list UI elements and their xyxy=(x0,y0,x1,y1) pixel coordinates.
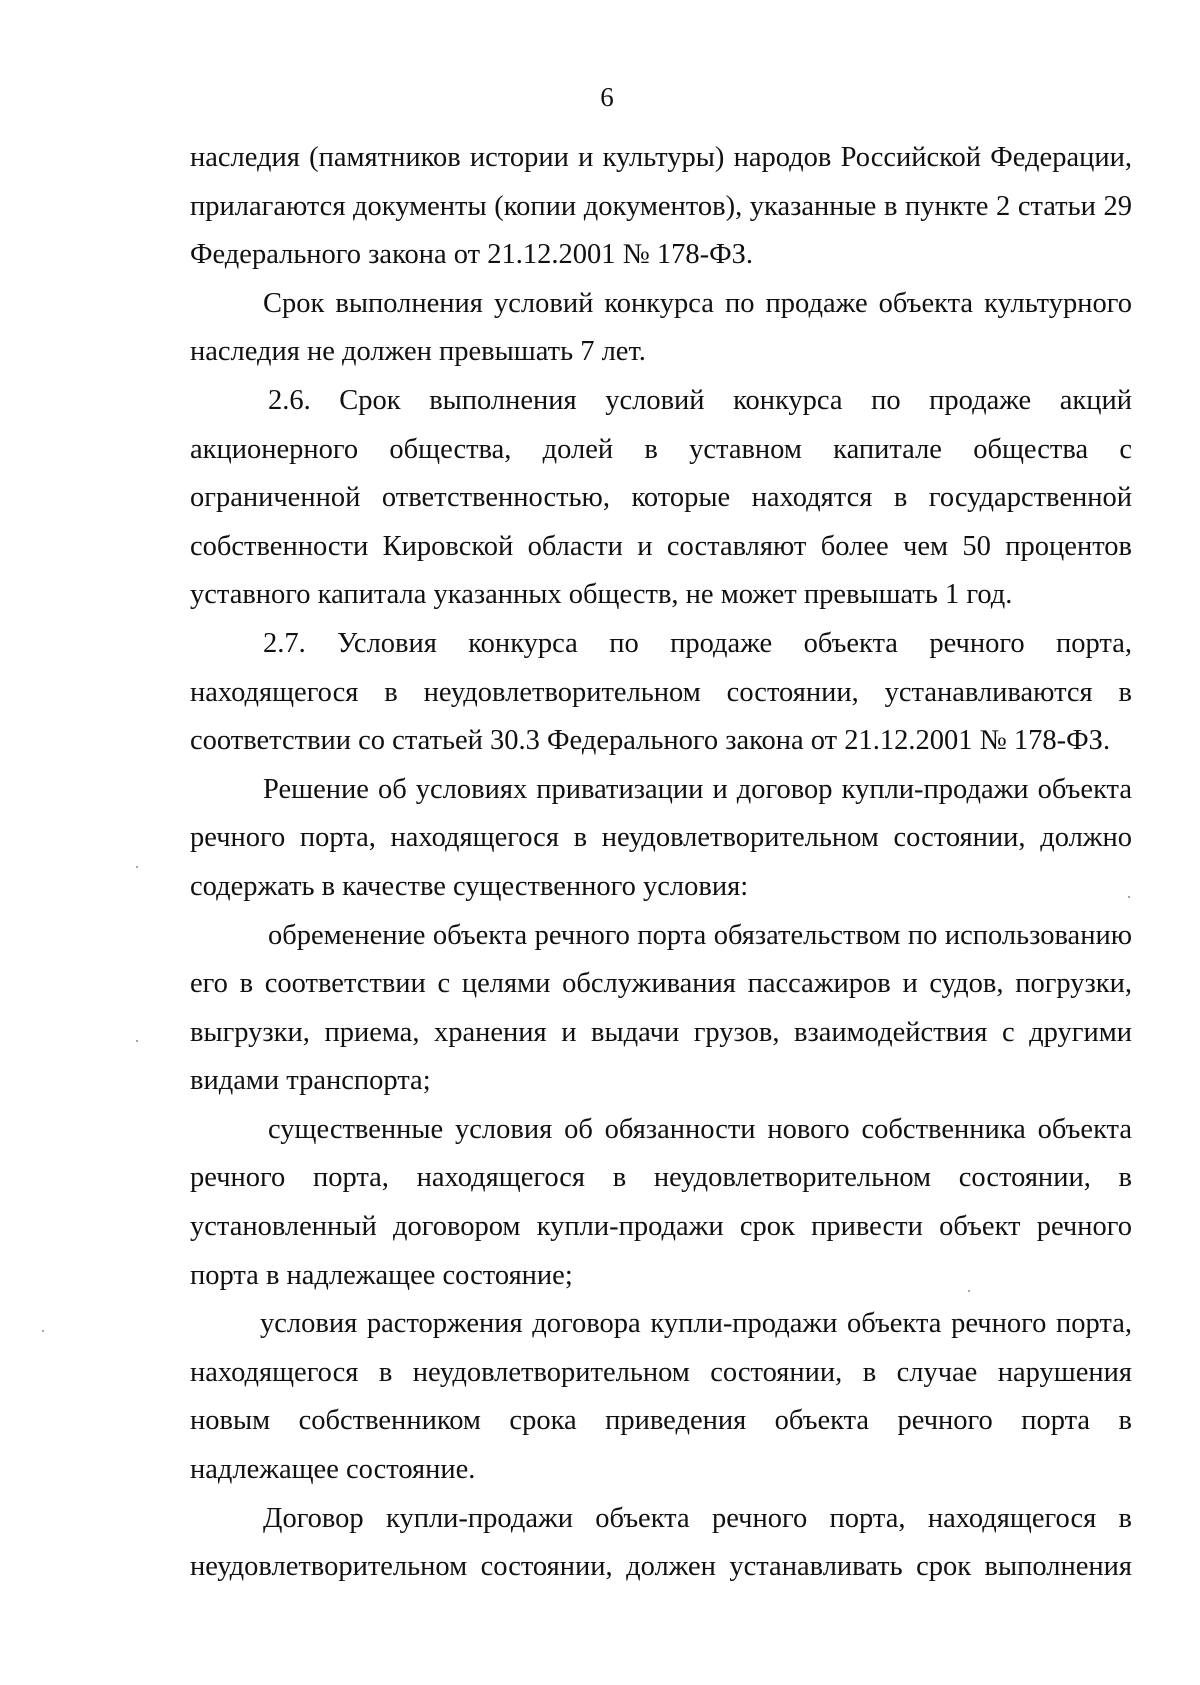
scan-speck xyxy=(968,1290,970,1292)
paragraph-owner-obligation: существенные условия об обязанности нового собственника объекта речного порта, находящегося в неудовлетворительном состоянии, в установленный договором купли-продажи срок привести объект речного порта в надлежащее состояние; xyxy=(190,1113,1132,1291)
scan-speck xyxy=(1128,896,1130,898)
paragraph-termination-conditions: условия расторжения договора купли-продажи объекта речного порта, находящегося в неудовлетворительном состоянии, в случае нарушения новым собственником срока приведения объекта речного порта в надлежащее состояние. xyxy=(190,1308,1132,1486)
paragraph-2-6: 2.6. Срок выполнения условий конкурса по продаже акций акционерного общества, долей в уставном капитале общества с ограниченной ответственностью, которые находятся в государственной собственности Кировской области и составляют более чем 50 процентов уставного капитала указанных обществ, не может превышать 1 год. xyxy=(190,384,1132,611)
page-number: 6 xyxy=(600,82,614,112)
scan-speck xyxy=(136,1040,138,1042)
paragraph-contract-term: Договор купли-продажи объекта речного порта, находящегося в неудовлетворительном состоянии, должен устанавливать срок выполнения xyxy=(190,1502,1132,1583)
paragraph-privatization-decision: Решение об условиях приватизации и договор купли-продажи объекта речного порта, находящегося в неудовлетворительном состоянии, должно содержать в качестве существенного условия: xyxy=(190,773,1132,902)
paragraph-2-7: 2.7. Условия конкурса по продаже объекта речного порта, находящегося в неудовлетворительном состоянии, устанавливаются в соответствии со статьей 30.3 Федерального закона от 21.12.2001 № 178-ФЗ. xyxy=(190,627,1132,757)
paragraph-continuation: наследия (памятников истории и культуры) народов Российской Федерации, прилагаются документы (копии документов), указанные в пункте 2 статьи 29 Федерального закона от 21.12.2001 № 178-ФЗ. xyxy=(190,142,1132,271)
document-body xyxy=(190,134,1132,1592)
scan-speck xyxy=(42,1330,44,1332)
paragraph-encumbrance: обременение объекта речного порта обязательством по использованию его в соответствии с целями обслуживания пассажиров и судов, погрузки, выгрузки, приема, хранения и выдачи грузов, взаимодействия с другими видами транспорта; xyxy=(190,919,1132,1097)
scan-speck xyxy=(136,866,138,868)
paragraph-term-cultural-heritage: Срок выполнения условий конкурса по продаже объекта культурного наследия не должен превышать 7 лет. xyxy=(190,287,1132,368)
